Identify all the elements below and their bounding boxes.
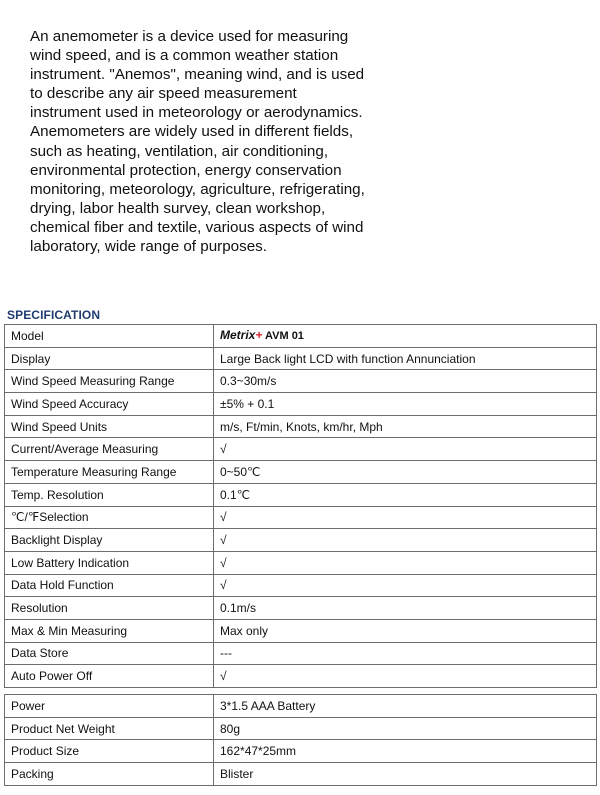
table-row <box>5 461 597 484</box>
row-label: Wind Speed Measuring Range <box>5 370 214 393</box>
table-row <box>5 740 597 763</box>
table-row <box>5 347 597 370</box>
row-label: Max & Min Measuring <box>5 619 214 642</box>
additional-specification-table <box>4 694 597 786</box>
table-row <box>5 370 597 393</box>
table-row <box>5 574 597 597</box>
row-value: --- <box>214 642 597 665</box>
intro-text <box>30 27 370 256</box>
row-value: √ <box>214 529 597 552</box>
row-label: Model <box>5 325 214 348</box>
intro-paragraph: Anemometers are widely used in different fields, such as heating, ventilation, air conditioning, environmental protection, energy conservation monitoring, meteorology, agriculture, refrigerating, drying, labor health survey, clean workshop, chemical fiber and textile, various aspects of wind laboratory, wide range of purposes. <box>30 123 365 256</box>
row-label: Temp. Resolution <box>5 483 214 506</box>
row-value: 0.1℃ <box>214 483 597 506</box>
row-value: √ <box>214 665 597 688</box>
row-label: Auto Power Off <box>5 665 214 688</box>
row-label: Low Battery Indication <box>5 551 214 574</box>
table-row <box>5 415 597 438</box>
table-row <box>5 393 597 416</box>
row-value: √ <box>214 438 597 461</box>
row-label: ℃/℉Selection <box>5 506 214 529</box>
row-value: 162*47*25mm <box>214 740 597 763</box>
row-label: Backlight Display <box>5 529 214 552</box>
row-value: √ <box>214 551 597 574</box>
row-label: Product Size <box>5 740 214 763</box>
row-label: Temperature Measuring Range <box>5 461 214 484</box>
table-row <box>5 483 597 506</box>
row-label: Power <box>5 695 214 718</box>
specification-heading: SPECIFICATION <box>7 308 101 322</box>
row-label: Packing <box>5 763 214 786</box>
row-value: m/s, Ft/min, Knots, km/hr, Mph <box>214 415 597 438</box>
specification-table <box>4 324 597 688</box>
table-row <box>5 763 597 786</box>
table-row <box>5 506 597 529</box>
row-label: Resolution <box>5 597 214 620</box>
row-label: Wind Speed Units <box>5 415 214 438</box>
row-value: 0.1m/s <box>214 597 597 620</box>
row-value: Blister <box>214 763 597 786</box>
row-value: √ <box>214 574 597 597</box>
table-row <box>5 438 597 461</box>
row-value: 3*1.5 AAA Battery <box>214 695 597 718</box>
row-value: ±5% + 0.1 <box>214 393 597 416</box>
table-row <box>5 529 597 552</box>
brand-name: Metrix <box>220 328 256 343</box>
table-row <box>5 665 597 688</box>
row-label: Current/Average Measuring <box>5 438 214 461</box>
table-row <box>5 551 597 574</box>
table-row <box>5 642 597 665</box>
row-value: 0.3~30m/s <box>214 370 597 393</box>
brand-plus: + <box>255 328 263 343</box>
table-row <box>5 325 597 348</box>
row-label: Wind Speed Accuracy <box>5 393 214 416</box>
row-value: √ <box>214 506 597 529</box>
model-name: AVM 01 <box>262 330 304 343</box>
intro-paragraph: An anemometer is a device used for measuring wind speed, and is a common weather station instrument. "Anemos", meaning wind, and is used to describe any air speed measurement instrument used in meteorology or aerodynamics. <box>30 28 365 122</box>
row-label: Product Net Weight <box>5 717 214 740</box>
row-label: Data Hold Function <box>5 574 214 597</box>
row-value: Max only <box>214 619 597 642</box>
table-row <box>5 695 597 718</box>
row-value: 0~50℃ <box>214 461 597 484</box>
row-value: Large Back light LCD with function Annunciation <box>214 347 597 370</box>
row-label: Display <box>5 347 214 370</box>
model-value <box>214 325 597 348</box>
row-value: 80g <box>214 717 597 740</box>
table-row <box>5 619 597 642</box>
table-row <box>5 597 597 620</box>
table-row <box>5 717 597 740</box>
row-label: Data Store <box>5 642 214 665</box>
